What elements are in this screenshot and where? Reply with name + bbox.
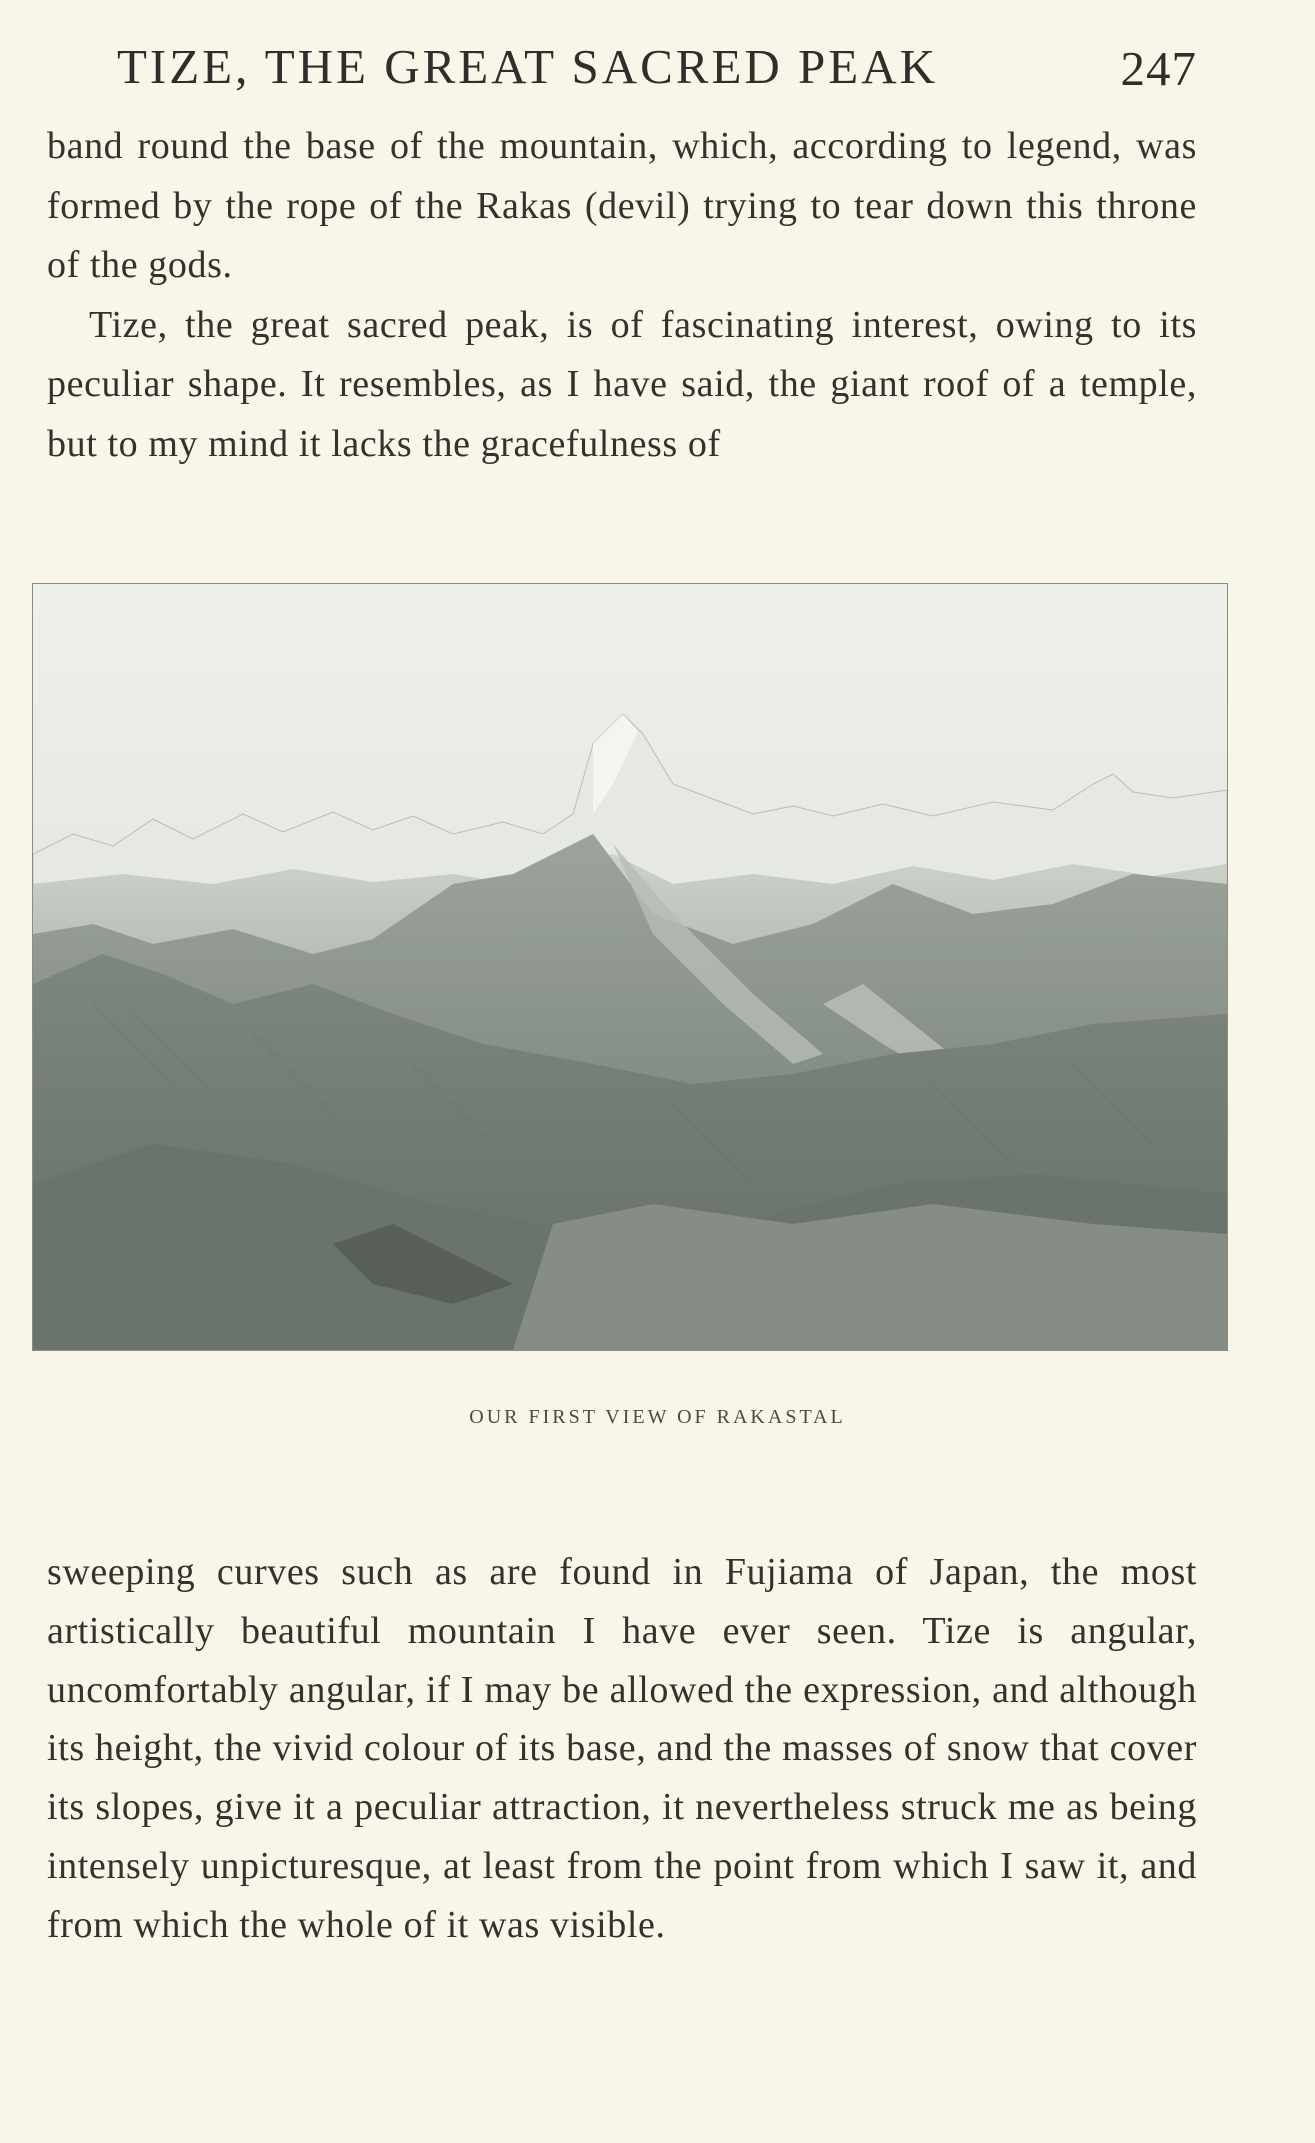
- paragraph-block-top: [47, 117, 1197, 474]
- figure-caption: OUR FIRST VIEW OF RAKASTAL: [469, 1406, 846, 1428]
- running-header: [47, 38, 1197, 98]
- mountain-landscape-illustration: [32, 583, 1228, 1351]
- running-title: TIZE, THE GREAT SACRED PEAK: [117, 39, 939, 94]
- paragraph-tize: Tize, the great sacred peak, is of fascinating interest, owing to its peculiar shape. It resembles, as I have said, the giant roof of a temple, but to my mind it lacks the gracefulness of: [47, 303, 1197, 465]
- paragraph-fujiama: sweeping curves such as are found in Fujiama of Japan, the most artistically beautiful mountain I have ever seen. Tize is angular, uncomfortably angular, if I may be allowed the expression, and although its height, the vivid colour of its base, and the masses of snow that cover its slopes, give it a peculiar attraction, it nevertheless struck me as being intensely unpicturesque, at least from the point from which I saw it, and from which the whole of it was visible.: [47, 1551, 1197, 1946]
- paragraph-continued: band round the base of the mountain, which, according to legend, was formed by the rope of the Rakas (devil) trying to tear down this throne of the gods.: [47, 125, 1197, 286]
- landscape-drawing: [33, 584, 1227, 1350]
- page-number: 247: [1120, 41, 1197, 96]
